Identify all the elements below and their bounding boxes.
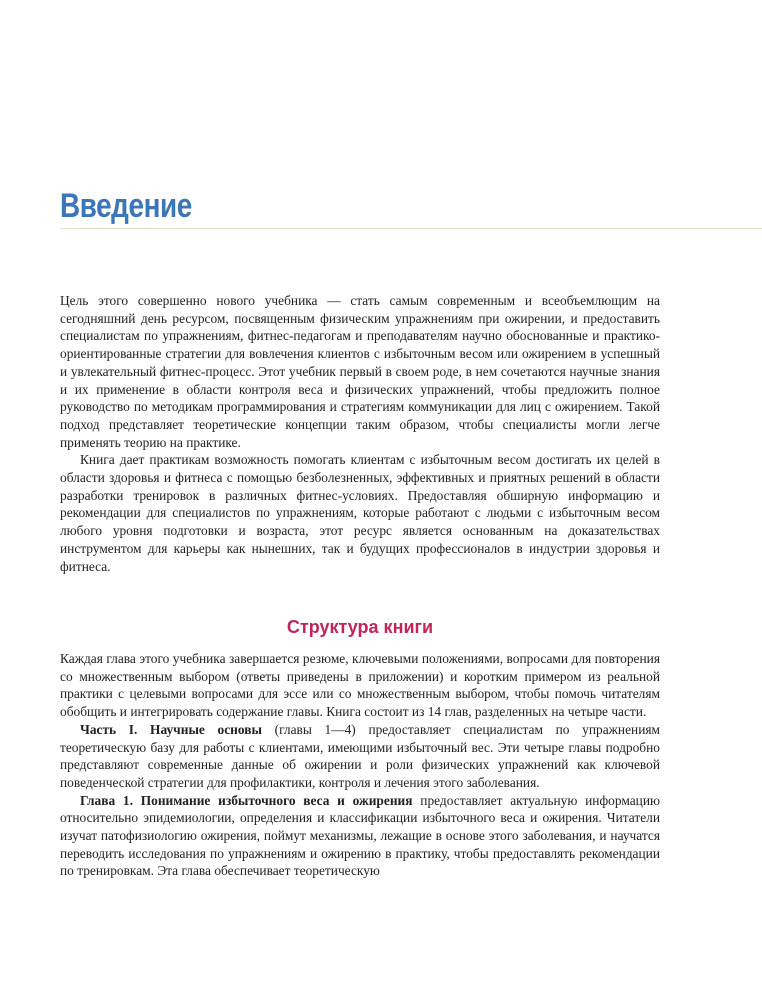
title-rule [60, 228, 762, 229]
structure-paragraph-2 [60, 721, 660, 792]
chapter-one-label: Глава 1. Понимание избыточного веса и ожирения [80, 792, 413, 808]
chapter-one-description: предоставляет актуальную информацию относительно эпидемиологии, определения и классификации избыточного веса и ожирения. Читатели изучат патофизиологию ожирения, поймут механизмы, лежащие в основе этого заболевания, и научатся переводить исследования по упражнениям и ожирению в практику, чтобы предоставлять рекомендации по тренировкам. Эта глава обеспечивает теоретическую [60, 792, 660, 879]
section-heading: Структура книги [286, 617, 434, 637]
intro-text [60, 292, 660, 575]
intro-paragraph-2: Книга дает практикам возможность помогать клиентам с избыточным весом достигать их целей в области здоровья и фитнеса с помощью безболезненных, эффективных и приятных решений в области разработки тренировок в различных фитнес-условиях. Предоставляя обширную информацию и рекомендации для специалистов по упражнениям, которые работают с людьми с избыточным весом любого уровня подготовки и возраста, этот ресурс является основанным на доказательствах инструментом для карьеры как нынешних, так и будущих профессионалов в индустрии здоровья и фитнеса. [60, 452, 660, 574]
intro-paragraph-1: Цель этого совершенно нового учебника — стать самым современным и всеобъемлющим на сегодняшний день ресурсом, посвященным физическим упражнениям при ожирении, и предоставить специалистам по упражнениям, фитнес-педагогам и преподавателям научно обоснованные и практико-ориентированные стратегии для вовлечения клиентов с избыточным весом или ожирением в успешный и увлекательный фитнес-процесс. Этот учебник первый в своем роде, в нем сочетаются научные знания и их применение в области контроля веса и физических упражнений, чтобы предложить полное руководство по методикам программирования и стратегиям коммуникации для лиц с ожирением. Такой подход представляет теоретические концепции таким образом, чтобы специалисты могли легче применять теорию на практике. [60, 293, 660, 450]
structure-text [60, 650, 660, 880]
structure-paragraph-1: Каждая глава этого учебника завершается резюме, ключевыми положениями, вопросами для повторения со множественным выбором (ответы приведены в приложении) и коротким примером из реальной практики с целевыми вопросами для эссе или со множественным выбором, чтобы помочь читателям обобщить и интегрировать содержание главы. Книга состоит из 14 глав, разделенных на четыре части. [60, 651, 660, 720]
chapter-title: Введение [60, 187, 192, 225]
part-one-description: (главы 1—4) предоставляет специалистам по упражнениям теоретическую базу для работы с клиентами, имеющими избыточный вес. Эти четыре главы подробно представляют современные данные об ожирении и роли физических упражнений как ключевой поведенческой стратегии для профилактики, контроля и лечения этого заболевания. [60, 721, 661, 790]
structure-paragraph-3 [60, 792, 660, 881]
part-one-label: Часть I. Научные основы [80, 721, 262, 737]
